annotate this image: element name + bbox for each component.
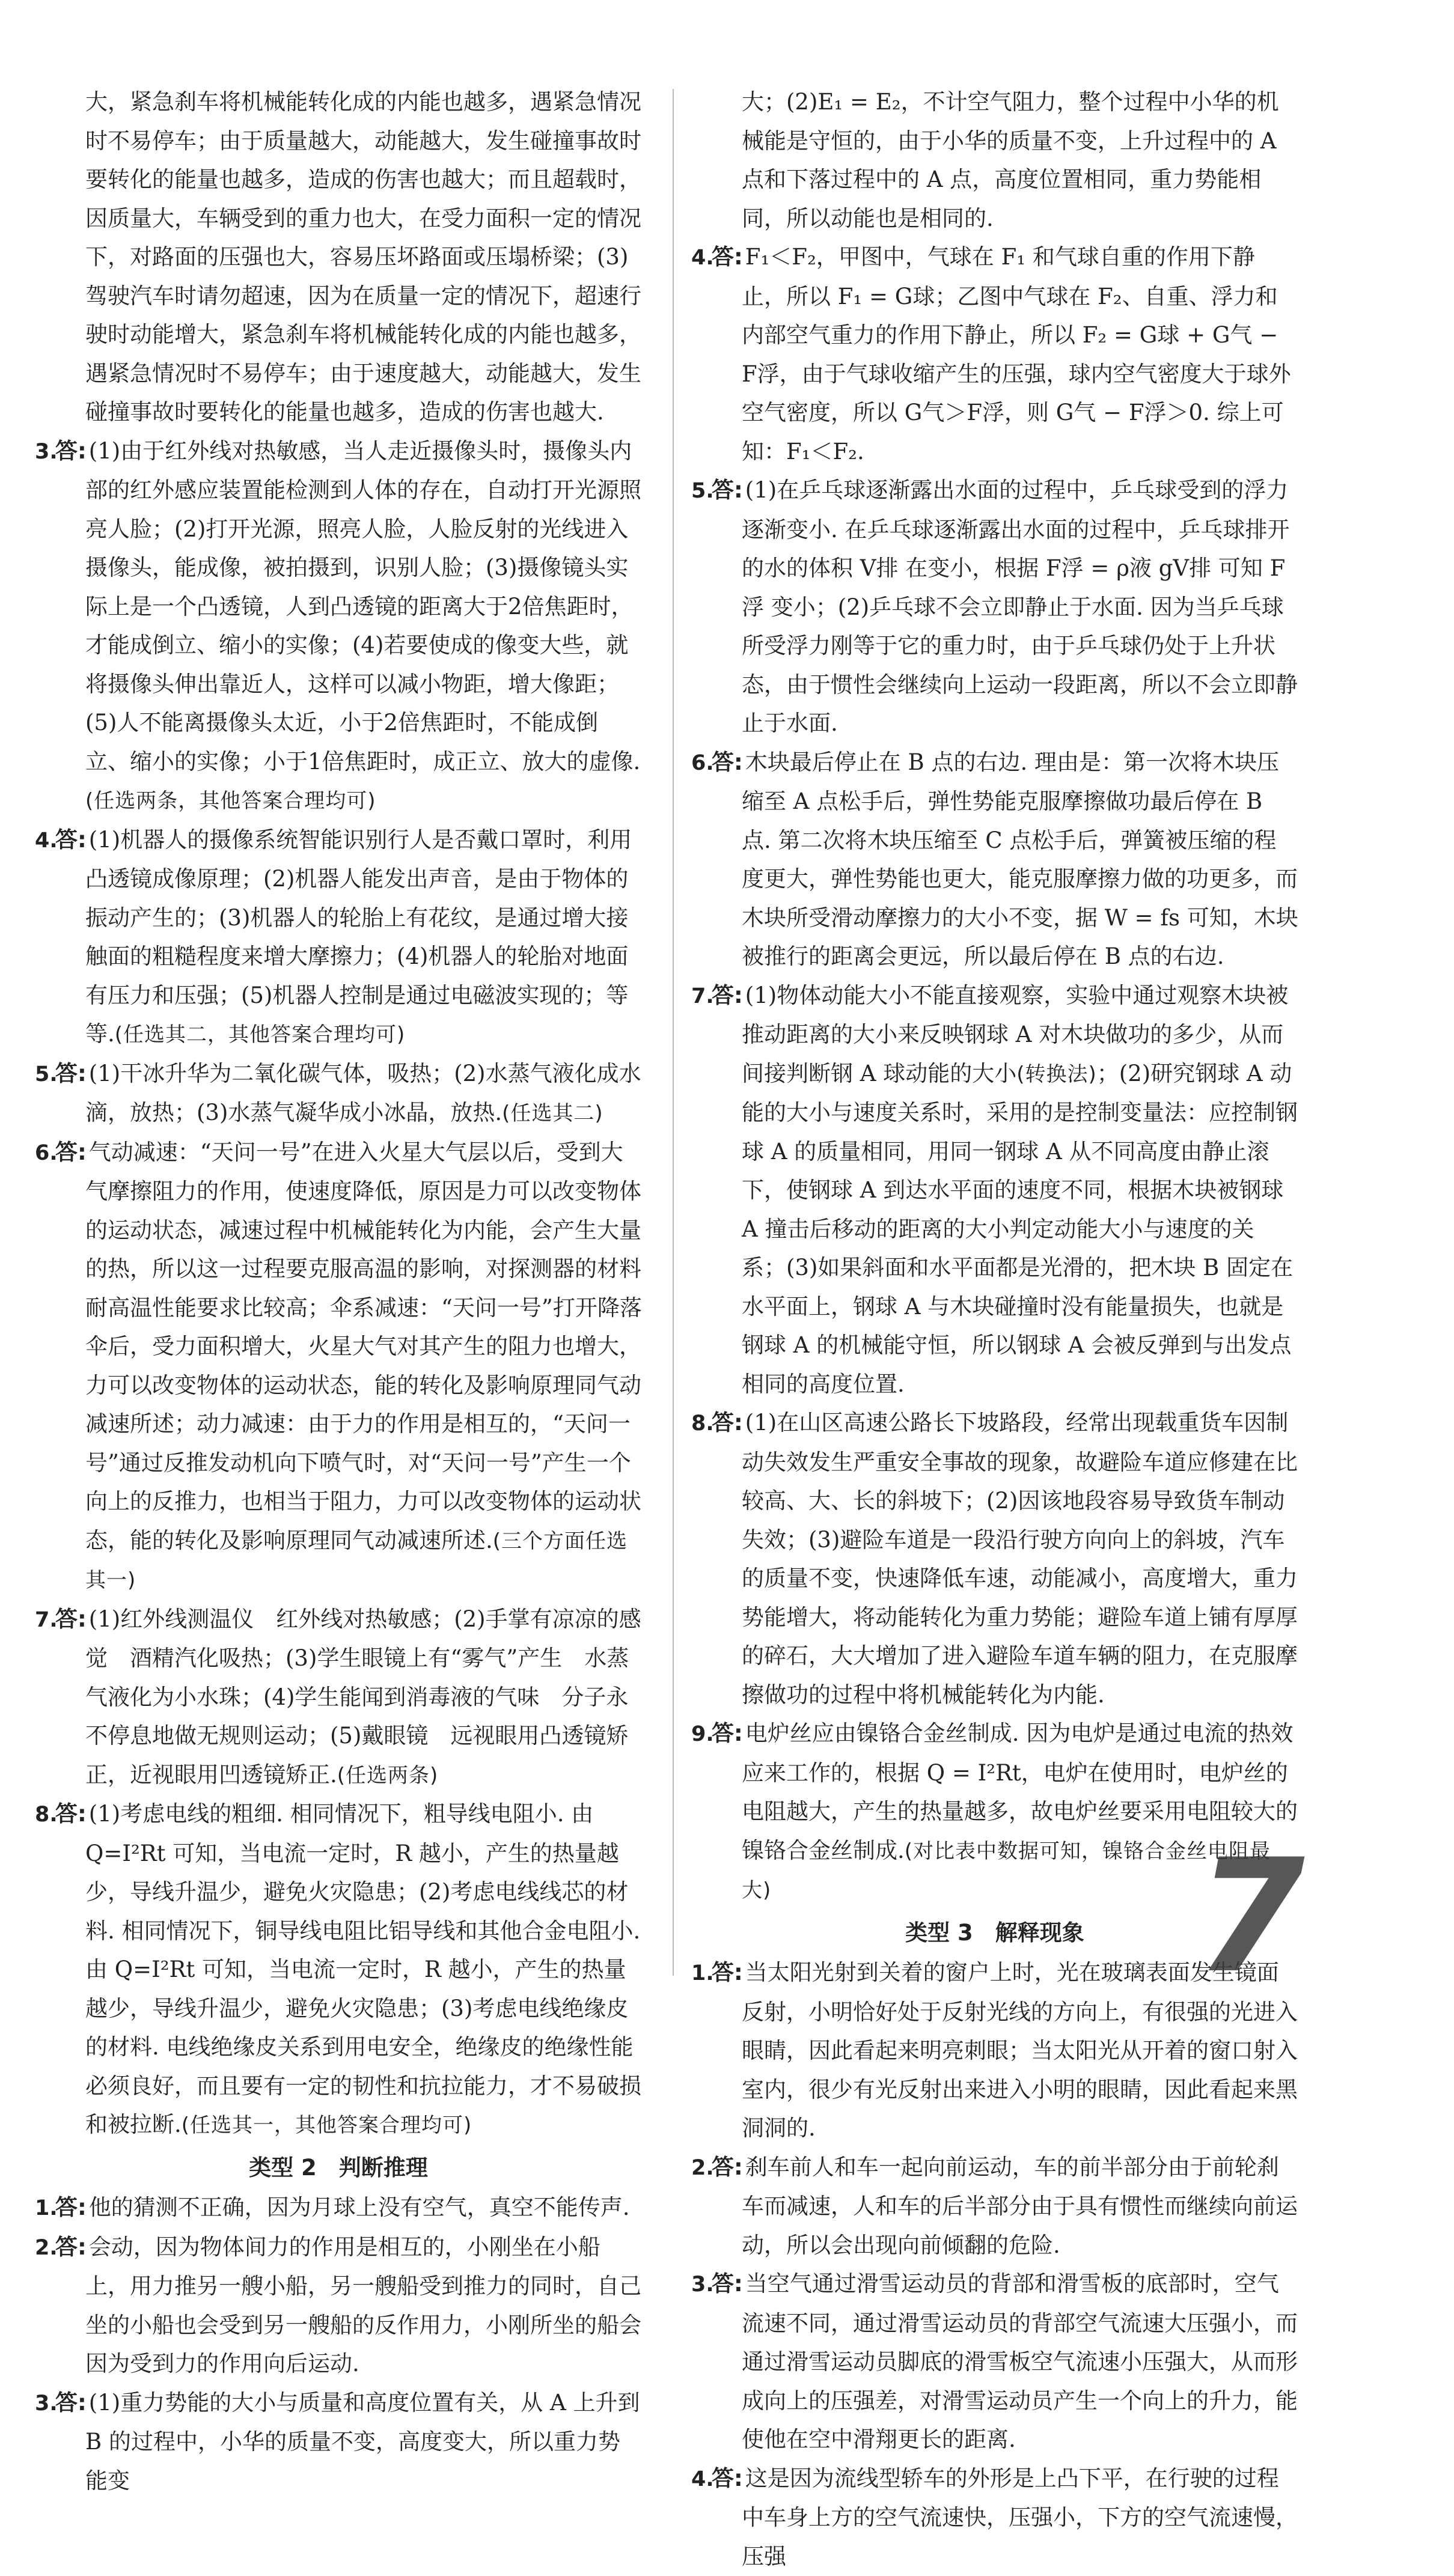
item-number: 6. (691, 744, 712, 783)
answer-label: 答: (55, 438, 87, 464)
answer-text: (1)考虑电线的粗细. 相同情况下，粗导线电阻小. 由 Q=I²Rt 可知，当电流一定时，R 越小，产生的热量越少，导线升温少，避免火灾隐患；(2)考虑电线线芯的材料. 相同情况下，铜导线电阻比铝导线和其他合金电阻小. 由 Q=I²Rt 可知，当电流一定时，R 越小，产生的热量越少，导线升温少，避免火灾隐患；(3)考虑电线绝缘皮的材料. 电线绝缘皮关系到用电安全，绝缘皮的绝缘性能必须良好，而且要有一定的韧性和抗拉能力，才不易破损和被拉断. (85, 1801, 641, 2137)
answer-text: (1)红外线测温仪 红外线对热敏感；(2)手掌有凉凉的感觉 酒精汽化吸热；(3)学生眼镜上有“雾气”产生 水蒸气液化为小水珠；(4)学生能闻到消毒液的气味 分子永不停息地做无规则运动；(5)戴眼镜 远视眼用凸透镜矫正，近视眼用凹透镜矫正. (85, 1606, 641, 1788)
continued-answer-paragraph (691, 83, 1298, 238)
answer-label: 答: (712, 1720, 743, 1746)
answer-text: (1)在山区高速公路长下坡路段，经常出现载重货车因制动失效发生严重安全事故的现象，故避险车道应修建在比较高、大、长的斜坡下；(2)因该地段容易导致货车制动失效；(3)避险车道是一段沿行驶方向向上的斜坡，汽车的质量不变，快速降低车速，动能减小，高度增大，重力势能增大，将动能转化为重力势能；避险车道上铺有厚厚的碎石，大大增加了进入避险车道车辆的阻力，在克服摩擦做功的过程中将机械能转化为内能. (742, 1410, 1298, 1708)
answer-item-6 (691, 743, 1298, 976)
answer-label: 答: (55, 2234, 87, 2260)
answer-text: 气动减速：“天问一号”在进入火星大气层以后，受到大气摩擦阻力的作用，使速度降低，原因是力可以改变物体的运动状态，减速过程中机械能转化为内能，会产生大量的热，所以这一过程要克服高温的影响，对探测器的材料耐高温性能要求比较高；伞系减速：“天问一号”打开降落伞后，受力面积增大，火星大气对其产生的阻力也增大，力可以改变物体的运动状态，能的转化及影响原理同气动减速所述；动力减速：由于力的作用是相互的，“天问一号”通过反推发动机向下喷气时，对“天问一号”产生一个向上的反推力，也相当于阻力，力可以改变物体的运动状态，能的转化及影响原理同气动减速所述. (85, 1139, 642, 1553)
answer-item-4 (35, 821, 642, 1055)
answer-text: 当太阳光射到关着的窗户上时，光在玻璃表面发生镜面反射，小明恰好处于反射光线的方向上，有很强的光进入眼睛，因此看起来明亮刺眼；当太阳光从开着的窗口射入室内，很少有光反射出来进入小明的眼睛，因此看起来黑洞洞的. (742, 1959, 1298, 2141)
answer-text: 电炉丝应由镍铬合金丝制成. 因为电炉是通过电流的热效应来工作的，根据 Q = I²Rt，电炉在使用时，电炉丝的电阻越大，产生的热量越多，故电炉丝要采用电阻较大的镍铬合金丝制成. (742, 1720, 1298, 1863)
answer-text: 这是因为流线型轿车的外形是上凸下平，在行驶的过程中车身上方的空气流速快，压强小，下方的空气流速慢，压强 (742, 2465, 1298, 2569)
item-number: 9. (691, 1715, 712, 1754)
item-number: 8. (691, 1404, 712, 1443)
answer-text: 木块最后停止在 B 点的右边. 理由是：第一次将木块压缩至 A 点松手后，弹性势能克服摩擦做功最后停在 B 点. 第二次将木块压缩至 C 点松手后，弹簧被压缩的程度更大，弹性势能也更大，能克服摩擦力做的功更多，而木块所受滑动摩擦力的大小不变，据 W = fs 可知，木块被推行的距离会更远，所以最后停在 B 点的右边. (742, 749, 1298, 970)
answer-label: 答: (55, 2194, 87, 2220)
answer-label: 答: (712, 244, 743, 270)
answer-text: (1)干冰升华为二氧化碳气体，吸热；(2)水蒸气液化成水滴，放热；(3)水蒸气凝华成小冰晶，放热. (85, 1061, 641, 1126)
item-number: 5. (35, 1055, 55, 1094)
answer-text-continued: ；(2)研究钢球 A 动能的大小与速度关系时，采用的是控制变量法：应控制钢球 A 的质量相同，用同一钢球 A 从不同高度由静止滚下，使钢球 A 到达水平面的速度不同，根据木块被钢球 A 撞击后移动的距离的大小判定动能大小与速度的关系；(3)如果斜面和水平面都是光滑的，把木块 B 固定在水平面上，钢球 A 与木块碰撞时没有能量损失，也就是钢球 A 的机械能守恒，所以钢球 A 会被反弹到与出发点相同的高度位置. (742, 1061, 1298, 1397)
answer-item-type2-2 (35, 2228, 642, 2384)
answer-item-type3-4 (691, 2459, 1298, 2576)
answer-note: (任选其一，其他答案合理均可) (182, 2113, 472, 2137)
answer-text: 会动，因为物体间力的作用是相互的，小刚坐在小船上，用力推另一艘小船，另一艘船受到推力的同时，自己坐的小船也会受到另一艘船的反作用力，小刚所坐的船会因为受到力的作用向后运动. (85, 2234, 641, 2377)
item-number: 2. (35, 2229, 55, 2268)
item-number: 8. (35, 1795, 55, 1835)
item-number: 3. (35, 2384, 55, 2423)
answer-item-type3-2 (691, 2148, 1298, 2265)
answer-item-3 (35, 432, 642, 821)
item-number: 4. (691, 239, 712, 278)
answer-note: (任选其二) (502, 1101, 603, 1125)
answer-note: (对比表中数据可知，镍铬合金丝电阻最大) (742, 1839, 1271, 1903)
paragraph-text: 大；(2)E₁ = E₂，不计空气阻力，整个过程中小华的机械能是守恒的，由于小华的质量不变，上升过程中的 A 点和下落过程中的 A 点，高度位置相同，重力势能相同，所以动能也是相同的. (742, 89, 1279, 231)
item-number: 1. (691, 1954, 712, 1993)
answer-text: (1)在乒乓球逐渐露出水面的过程中，乒乓球受到的浮力逐渐变小. 在乒乓球逐渐露出水面的过程中，乒乓球排开的水的体积 V排 在变小，根据 F浮 = ρ液 gV排 可知 F浮 变小；(2)乒乓球不会立即静止于水面. 因为当乒乓球所受浮力刚等于它的重力时，由于乒乓球仍处于上升状态，由于惯性会继续向上运动一段距离，所以不会立即静止于水面. (742, 477, 1298, 736)
answer-item-6 (35, 1133, 642, 1600)
answer-text: (1)机器人的摄像系统智能识别行人是否戴口罩时，利用凸透镜成像原理；(2)机器人能发出声音，是由于物体的振动产生的；(3)机器人的轮胎上有花纹，是通过增大接触面的粗糙程度来增大摩擦力；(4)机器人的轮胎对地面有压力和压强；(5)机器人控制是通过电磁波实现的；等等. (85, 827, 632, 1047)
answer-label: 答: (55, 2390, 87, 2416)
answer-label: 答: (712, 749, 743, 775)
answer-label: 答: (712, 982, 743, 1008)
answer-text: (1)重力势能的大小与质量和高度位置有关，从 A 上升到 B 的过程中，小华的质量不变，高度变大，所以重力势能变 (85, 2390, 640, 2494)
answer-label: 答: (712, 2271, 743, 2297)
item-number: 7. (35, 1601, 55, 1640)
paragraph-text: 大，紧急刹车将机械能转化成的内能也越多，遇紧急情况时不易停车；由于质量越大，动能越大，发生碰撞事故时要转化的能量也越多，造成的伤害也越大；而且超载时，因质量大，车辆受到的重力也大，在受力面积一定的情况下，对路面的压强也大，容易压坏路面或压塌桥梁；(3)驾驶汽车时请勿超速，因为在质量一定的情况下，超速行驶时动能增大，紧急刹车将机械能转化成的内能也越多，遇紧急情况时不易停车；由于速度越大，动能越大，发生碰撞事故时要转化的能量也越多，造成的伤害也越大. (85, 89, 641, 425)
item-number: 7. (691, 977, 712, 1016)
item-number: 1. (35, 2189, 55, 2228)
answer-label: 答: (712, 2154, 743, 2180)
item-number: 2. (691, 2149, 712, 2188)
item-number: 3. (691, 2265, 712, 2304)
answer-label: 答: (712, 2465, 743, 2491)
answer-label: 答: (712, 1410, 743, 1436)
section-heading-type-3: 类型 3 解释现象 (691, 1914, 1298, 1953)
section-heading-type-2: 类型 2 判断推理 (35, 2149, 642, 2188)
answer-text: 当空气通过滑雪运动员的背部和滑雪板的底部时，空气流速不同，通过滑雪运动员的背部空气流速大压强小，而通过滑雪运动员脚底的滑雪板空气流速小压强大，从而形成向上的压强差，对滑雪运动员产生一个向上的升力，能使他在空中滑翔更长的距离. (742, 2271, 1298, 2452)
answer-item-7 (35, 1600, 642, 1795)
answer-label: 答: (55, 827, 87, 853)
page-number: 7 (1196, 1839, 1305, 1995)
answer-label: 答: (55, 1139, 87, 1165)
answer-label: 答: (55, 1606, 87, 1632)
answer-label: 答: (55, 1801, 87, 1827)
right-column (691, 83, 1298, 2576)
answer-note: (任选其二，其他答案合理均可) (115, 1023, 406, 1047)
item-number: 4. (691, 2460, 712, 2499)
answer-item-5 (35, 1055, 642, 1133)
answer-note: (任选两条) (337, 1764, 439, 1788)
continued-answer-paragraph (35, 83, 642, 432)
item-number: 3. (35, 433, 55, 472)
answer-item-4 (691, 238, 1298, 471)
answer-item-7 (691, 976, 1298, 1404)
item-number: 6. (35, 1134, 55, 1173)
answer-text: (1)物体动能大小不能直接观察，实验中通过观察木块被推动距离的大小来反映钢球 A 对木块做功的多少，从而间接判断钢 A 球动能的大小 (742, 982, 1288, 1086)
answer-text: F₁＜F₂，甲图中，气球在 F₁ 和气球自重的作用下静止，所以 F₁ = G球；乙图中气球在 F₂、自重、浮力和内部空气重力的作用下静止，所以 F₂ = G球 + G气 − F浮，由于气球收缩产生的压强，球内空气密度大于球外空气密度，所以 G气＞F浮，则 G气 − F浮＞0. 综上可知：F₁＜F₂. (742, 244, 1291, 464)
answer-item-type3-3 (691, 2265, 1298, 2459)
answer-item-5 (691, 471, 1298, 743)
answer-label: 答: (55, 1061, 87, 1086)
answer-item-8 (35, 1795, 642, 2145)
answer-item-type2-3 (35, 2384, 642, 2501)
left-column (35, 83, 642, 2500)
item-number: 5. (691, 472, 712, 511)
answer-text: (1)由于红外线对热敏感，当人走近摄像头时，摄像头内部的红外感应装置能检测到人体的存在，自动打开光源照亮人脸；(2)打开光源，照亮人脸，人脸反射的光线进入摄像头，能成像，被拍摄到，识别人脸；(3)摄像镜头实际上是一个凸透镜，人到凸透镜的距离大于2倍焦距时，才能成倒立、缩小的实像；(4)若要使成的像变大些，就将摄像头伸出靠近人，这样可以减小物距，增大像距；(5)人不能离摄像头太近，小于2倍焦距时，不能成倒立、缩小的实像；小于1倍焦距时，成正立、放大的虚像. (85, 438, 641, 775)
item-number: 4. (35, 821, 55, 860)
answer-label: 答: (712, 1959, 743, 1985)
answer-note: (任选两条，其他答案合理均可) (85, 789, 376, 813)
answer-label: 答: (712, 477, 743, 503)
answer-note: (三个方面任选其一) (85, 1529, 628, 1593)
answer-text: 他的猜测不正确，因为月球上没有空气，真空不能传声. (89, 2194, 630, 2220)
method-note: (转换法) (1016, 1062, 1097, 1086)
column-divider (673, 89, 674, 1976)
answer-item-8 (691, 1404, 1298, 1714)
answer-item-type2-1 (35, 2188, 642, 2228)
answer-text: 刹车前人和车一起向前运动，车的前半部分由于前轮刹车而减速，人和车的后半部分由于具有惯性而继续向前运动，所以会出现向前倾翻的危险. (742, 2154, 1298, 2258)
